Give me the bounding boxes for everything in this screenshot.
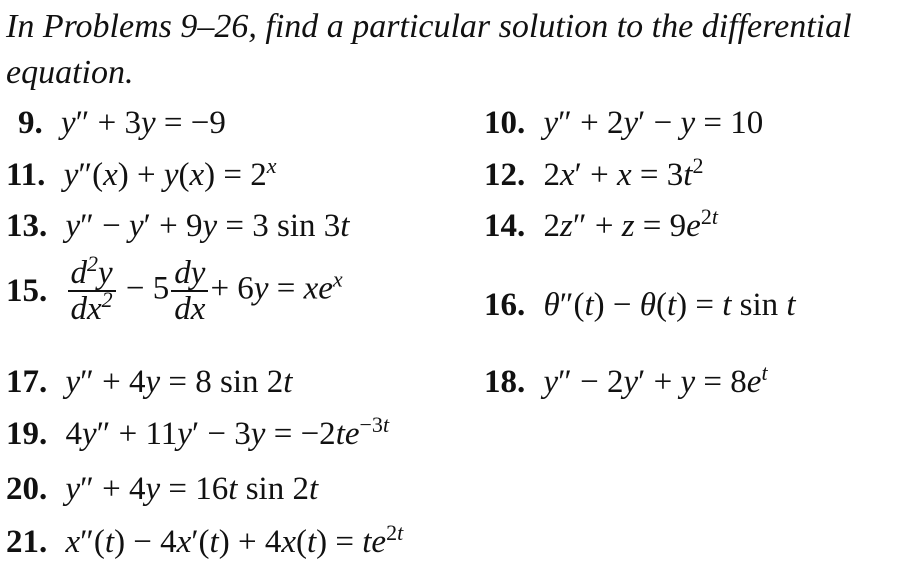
problem-15 xyxy=(6,251,343,327)
problem-equation: $x''(t) - 4x'(t) + 4x(t) = te^{2t}$ xyxy=(65,520,404,560)
problem-equation: $y'' - 2y' + y = 8e^t$ xyxy=(543,360,768,400)
problem-number: 18. xyxy=(484,364,526,400)
problem-equation: $4y'' + 11y' - 3y = -2te^{-3t}$ xyxy=(65,412,390,452)
problem-number: 20. xyxy=(6,471,48,507)
problem-number: 11. xyxy=(6,157,46,193)
problem-number: 10. xyxy=(484,105,526,141)
problem-number: 21. xyxy=(6,524,48,560)
problem-11 xyxy=(6,155,277,195)
problem-equation: y″ + 4y = 8 sin 2t xyxy=(65,364,293,400)
problem-equation: θ″(t) − θ(t) = t sin t xyxy=(543,287,796,323)
problem-12 xyxy=(484,155,703,195)
problem-number: 16. xyxy=(484,287,526,323)
problem-number: 14. xyxy=(484,208,526,244)
problem-17 xyxy=(6,362,292,402)
problem-20 xyxy=(6,469,318,509)
problem-14 xyxy=(484,206,718,246)
problem-number: 12. xyxy=(484,157,526,193)
fraction-dy-dx: $\frac{dy}{dx}$ xyxy=(171,256,208,326)
problem-number: 9. xyxy=(18,105,43,141)
problem-number: 19. xyxy=(6,416,48,452)
problem-19 xyxy=(6,414,389,454)
problem-equation: y″ + 3y = −9 xyxy=(61,105,226,141)
problem-equation: y″ − y′ + 9y = 3 sin 3t xyxy=(65,208,350,244)
instructions-text: In Problems 9–26, find a particular solution to the differential equation. xyxy=(6,8,852,91)
fraction-d2y-dx2: $\frac{d^2y}{dx^2}$ xyxy=(68,256,116,326)
problem-equation: y″ + 2y′ − y = 10 xyxy=(543,105,764,141)
problem-21 xyxy=(6,522,403,562)
problem-10 xyxy=(484,103,763,143)
problem-equation: $y''(x) + y(x) = 2^x$ xyxy=(63,153,277,193)
problem-number: 17. xyxy=(6,364,48,400)
problem-18 xyxy=(484,362,768,402)
problem-13 xyxy=(6,206,349,246)
problem-16 xyxy=(484,285,796,325)
problem-number: 13. xyxy=(6,208,48,244)
problem-equation: $2z'' + z = 9e^{2t}$ xyxy=(543,204,718,244)
problem-number: 15. xyxy=(6,273,48,309)
problem-equation: $\frac{d^2y}{dx^2}$ − 5 $\frac{dy}{dx}$ + $6y = xe^x$ xyxy=(66,256,343,326)
problem-equation: $2x' + x = 3t^2$ xyxy=(543,153,704,193)
problem-9 xyxy=(18,103,226,143)
problem-equation: y″ + 4y = 16t sin 2t xyxy=(65,471,319,507)
